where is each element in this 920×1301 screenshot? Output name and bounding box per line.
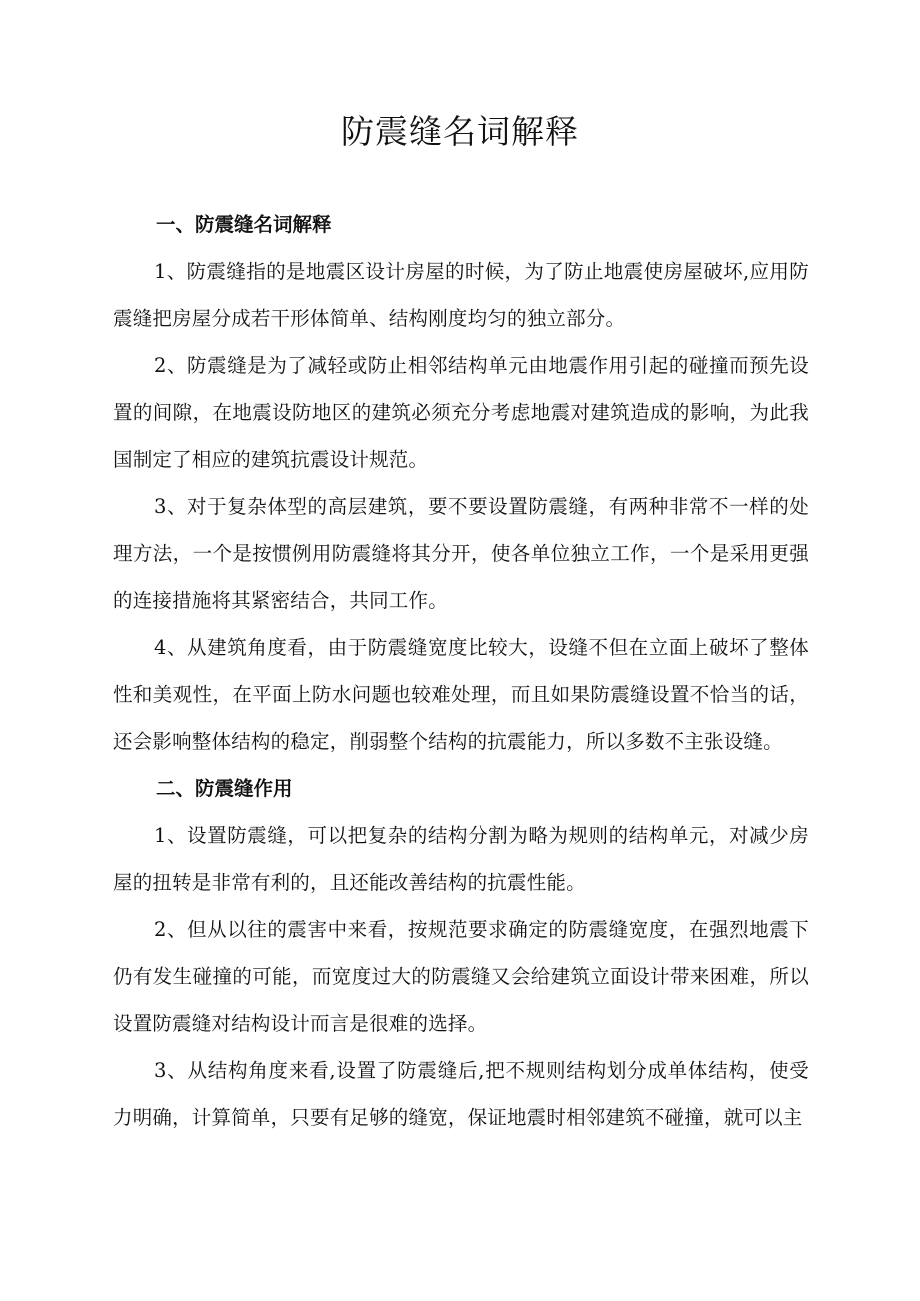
document-body bbox=[113, 201, 809, 1141]
paragraph: 4、从建筑角度看，由于防震缝宽度比较大，设缝不但在立面上破坏了整体性和美观性，在平面上防水问题也较难处理，而且如果防震缝设置不恰当的话，还会影响整体结构的稳定，削弱整个结构的抗震能力，所以多数不主张设缝。 bbox=[113, 636, 809, 753]
paragraph: 3、对于复杂体型的高层建筑，要不要设置防震缝，有两种非常不一样的处理方法，一个是按惯例用防震缝将其分开，使各单位独立工作，一个是采用更强的连接措施将其紧密结合，共同工作。 bbox=[113, 495, 809, 612]
section-heading: 一、防震缝名词解释 bbox=[156, 213, 332, 236]
section-heading: 二、防震缝作用 bbox=[156, 777, 293, 800]
section-1 bbox=[113, 201, 809, 765]
page-title: 防震缝名词解释 bbox=[341, 112, 579, 151]
paragraph: 1、防震缝指的是地震区设计房屋的时候，为了防止地震使房屋破坏,应用防震缝把房屋分成若干形体简单、结构刚度均匀的独立部分。 bbox=[113, 260, 809, 330]
paragraph: 1、设置防震缝，可以把复杂的结构分割为略为规则的结构单元，对减少房屋的扭转是非常有利的，且还能改善结构的抗震性能。 bbox=[113, 824, 809, 894]
paragraph: 3、从结构角度来看,设置了防震缝后,把不规则结构划分成单体结构，使受力明确，计算简单，只要有足够的缝宽，保证地震时相邻建筑不碰撞，就可以主 bbox=[113, 1059, 809, 1129]
section-2 bbox=[113, 765, 809, 1141]
paragraph: 2、防震缝是为了减轻或防止相邻结构单元由地震作用引起的碰撞而预先设置的间隙，在地震设防地区的建筑必须充分考虑地震对建筑造成的影响，为此我国制定了相应的建筑抗震设计规范。 bbox=[113, 354, 809, 471]
paragraph: 2、但从以往的震害中来看，按规范要求确定的防震缝宽度，在强烈地震下仍有发生碰撞的可能，而宽度过大的防震缝又会给建筑立面设计带来困难，所以设置防震缝对结构设计而言是很难的选择。 bbox=[113, 918, 809, 1035]
